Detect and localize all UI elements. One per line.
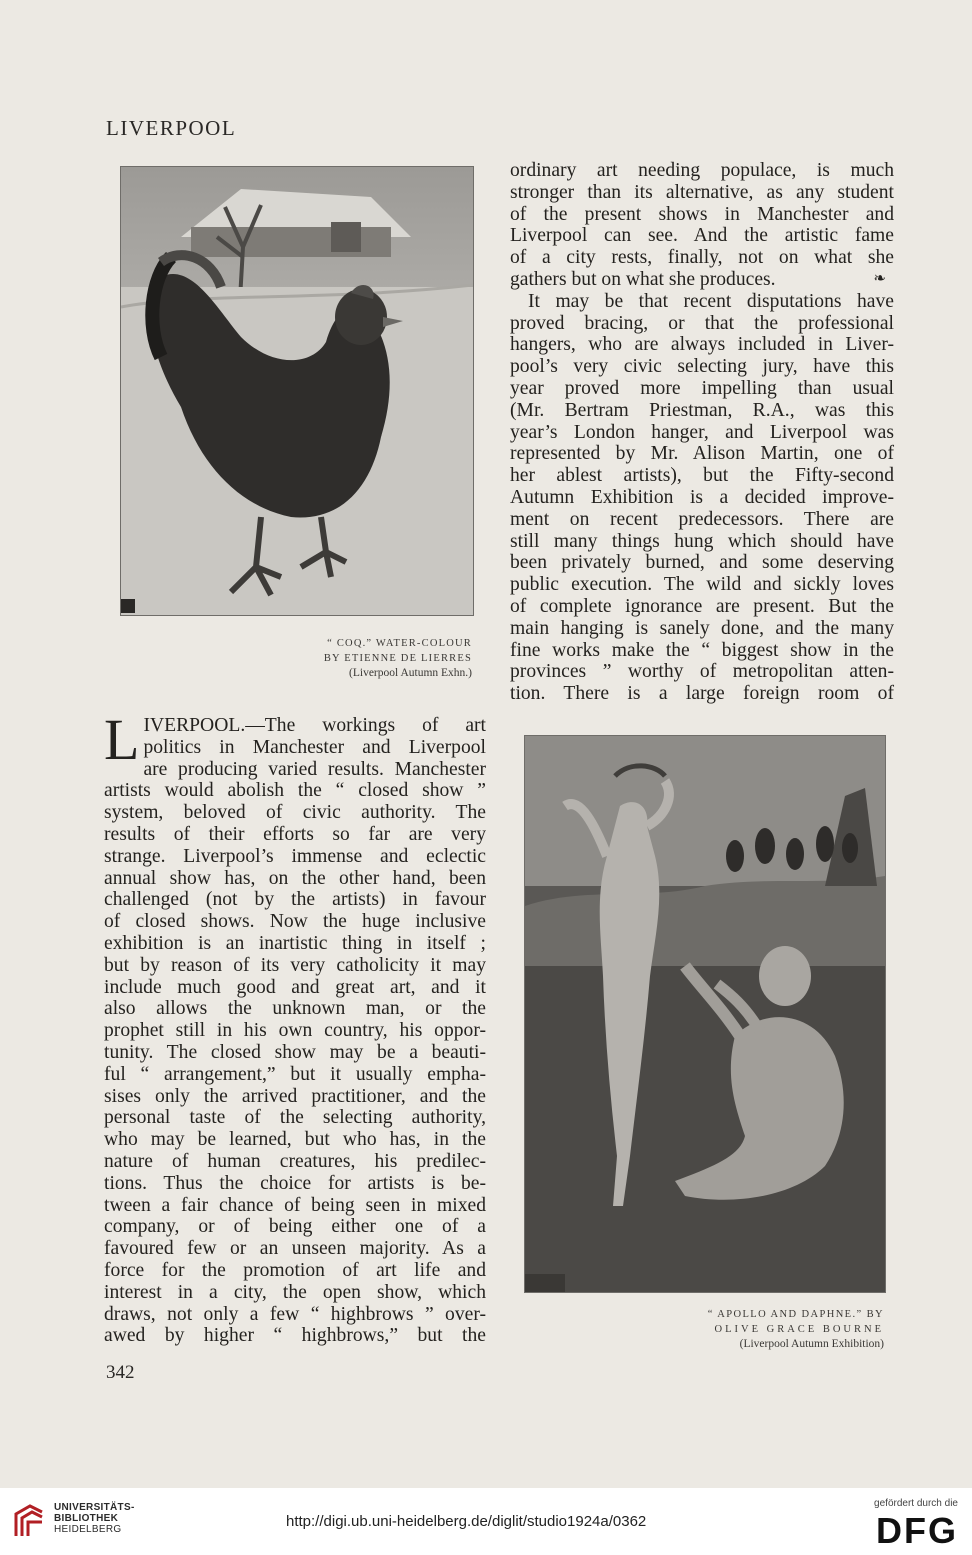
text-line: sises only the arrived practitioner, and the bbox=[104, 1085, 486, 1107]
viewer-footer bbox=[0, 1488, 972, 1555]
text-line: ful “ arrangement,” but it usually empha- bbox=[104, 1063, 486, 1085]
text-line: results of their efforts so far are very bbox=[104, 823, 486, 845]
text-line: favoured few or an unseen majority. As a bbox=[104, 1238, 486, 1260]
text-line: Liverpool can see. And the artistic fame bbox=[510, 225, 894, 247]
text-line: also allows the unknown man, or the bbox=[104, 998, 486, 1020]
text-line: represented by Mr. Alison Martin, one of bbox=[510, 443, 894, 465]
text-line: politics in Manchester and Liverpool bbox=[143, 736, 486, 758]
text-line: IVERPOOL.—The workings of art bbox=[143, 715, 486, 736]
caption-coq-artist: BY ETIENNE DE LIERRES bbox=[323, 653, 472, 664]
text-line: force for the promotion of art life and bbox=[104, 1259, 486, 1281]
text-line: proved bracing, or that the professional bbox=[510, 312, 894, 334]
text-line: who may be learned, but who has, in the bbox=[104, 1129, 486, 1151]
text-line: stronger than its alternative, as any student bbox=[510, 181, 894, 203]
coq-illustration bbox=[121, 167, 473, 615]
text-line: year proved more impelling than usual bbox=[510, 377, 894, 399]
text-line: hangers, who are always included in Liver- bbox=[510, 334, 894, 356]
caption-apollo-artist: OLIVE GRACE BOURNE bbox=[714, 1324, 884, 1335]
text-line: tween a fair chance of being seen in mixed bbox=[104, 1194, 486, 1216]
text-line: artists would abolish the “ closed show ” bbox=[104, 780, 486, 802]
text-line: personal taste of the selecting authority, bbox=[104, 1107, 486, 1129]
text-line: fine works make the “ biggest show in the bbox=[510, 639, 894, 661]
text-line: still many things hung which should have bbox=[510, 530, 894, 552]
text-line: pool’s very civic selecting jury, have this bbox=[510, 356, 894, 378]
text-line bbox=[510, 269, 894, 291]
text-line: ordinary art needing populace, is much bbox=[510, 160, 894, 181]
funding-credit bbox=[874, 1498, 958, 1549]
text-line: are producing varied results. Manchester bbox=[143, 758, 486, 780]
caption-apollo-daphne bbox=[620, 1307, 884, 1352]
text-line: of a city rests, finally, not on what she bbox=[510, 247, 894, 269]
text-line: of the present shows in Manchester and bbox=[510, 203, 894, 225]
text-line: public execution. The wild and sickly loves bbox=[510, 574, 894, 596]
caption-coq-title: “ COQ.” WATER-COLOUR bbox=[327, 638, 472, 649]
text-line: exhibition is an inartistic thing in itself ; bbox=[104, 932, 486, 954]
running-head: LIVERPOOL bbox=[106, 116, 237, 140]
caption-coq-source: (Liverpool Autumn Exhn.) bbox=[349, 667, 472, 679]
text-line: system, beloved of civic authority. The bbox=[104, 802, 486, 824]
text-line: challenged (not by the artists) in favour bbox=[104, 889, 486, 911]
caption-coq bbox=[230, 636, 472, 681]
drop-cap: L bbox=[104, 707, 140, 772]
text-line: (Mr. Bertram Priestman, R.A., was this bbox=[510, 399, 894, 421]
caption-apollo-title: “ APOLLO AND DAPHNE.” BY bbox=[707, 1309, 884, 1320]
caption-apollo-source: (Liverpool Autumn Exhibition) bbox=[739, 1338, 884, 1350]
text-line: interest in a city, the open show, which bbox=[104, 1281, 486, 1303]
text-line: include much good and great art, and it bbox=[104, 976, 486, 998]
text-line: prophet still in his own country, his oppor- bbox=[104, 1020, 486, 1042]
text-line: been privately burned, and some deserving bbox=[510, 552, 894, 574]
permalink-url[interactable]: http://digi.ub.uni-heidelberg.de/diglit/studio1924a/0362 bbox=[286, 1513, 647, 1530]
text-line: Autumn Exhibition is a decided improve- bbox=[510, 486, 894, 508]
text-line: tunity. The closed show may be a beauti- bbox=[104, 1041, 486, 1063]
text-line: provinces ” worthy of metropolitan atten- bbox=[510, 661, 894, 683]
page-number: 342 bbox=[106, 1362, 135, 1383]
library-name[interactable] bbox=[54, 1502, 135, 1535]
figure-apollo-daphne bbox=[524, 735, 886, 1293]
funding-label: gefördert durch die bbox=[874, 1498, 958, 1509]
text-line: tion. There is a large foreign room of bbox=[510, 683, 894, 705]
text-line: her ablest artists), but the Fifty-second bbox=[510, 465, 894, 487]
text-line-content: gathers but on what she produces. bbox=[510, 268, 776, 290]
apollo-daphne-illustration bbox=[525, 736, 885, 1292]
text-line: company, or of being either one of a bbox=[104, 1216, 486, 1238]
text-line: draws, not only a few “ highbrows ” over- bbox=[104, 1303, 486, 1325]
text-line: main hanging is sanely done, and the many bbox=[510, 617, 894, 639]
figure-coq bbox=[120, 166, 474, 616]
text-line: tions. Thus the choice for artists is be- bbox=[104, 1172, 486, 1194]
text-column-top-right bbox=[510, 160, 894, 705]
library-logo-icon[interactable] bbox=[12, 1502, 46, 1540]
text-line: ment on recent predecessors. There are bbox=[510, 508, 894, 530]
text-line: year’s London hanger, and Liverpool was bbox=[510, 421, 894, 443]
library-name-line: UNIVERSITÄTS- bbox=[54, 1502, 135, 1513]
text-column-bottom-left bbox=[104, 707, 486, 1347]
dfg-logo[interactable]: DFG bbox=[876, 1510, 958, 1551]
text-line: nature of human creatures, his predilec- bbox=[104, 1150, 486, 1172]
text-line: annual show has, on the other hand, been bbox=[104, 867, 486, 889]
library-name-line: HEIDELBERG bbox=[54, 1524, 122, 1535]
text-line: awed by higher “ highbrows,” but the bbox=[104, 1325, 486, 1347]
text-line: of complete ignorance are present. But the bbox=[510, 595, 894, 617]
leaf-ornament-icon: ❧ bbox=[873, 270, 886, 287]
text-line: strange. Liverpool’s immense and eclectic bbox=[104, 845, 486, 867]
library-name-line: BIBLIOTHEK bbox=[54, 1513, 119, 1524]
text-line: but by reason of its very catholicity it may bbox=[104, 954, 486, 976]
text-line: It may be that recent disputations have bbox=[528, 290, 894, 312]
text-line: of closed shows. Now the huge inclusive bbox=[104, 911, 486, 933]
